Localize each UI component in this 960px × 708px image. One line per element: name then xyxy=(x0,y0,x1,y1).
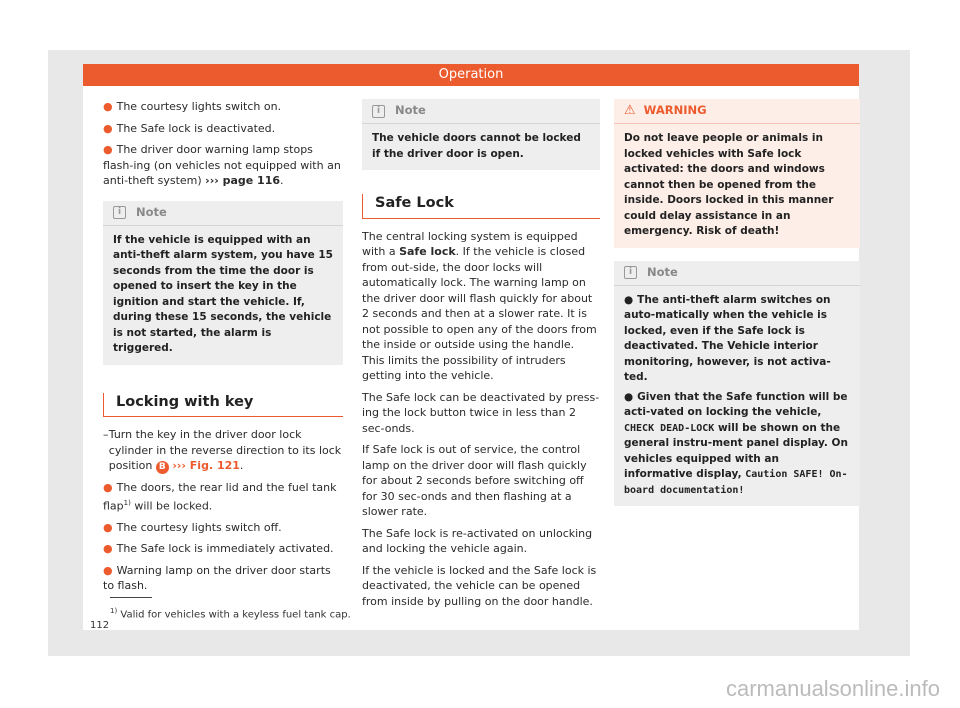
list-item: ● The doors, the rear lid and the fuel tank flap$^{1)}$ will be locked. xyxy=(103,481,337,513)
list-item: ● The driver door warning lamp stops flash-ing (on vehicles not equipped with an anti-theft system) ››› page 116. xyxy=(103,143,341,187)
bullet-icon: ● xyxy=(624,293,634,306)
footnote-ref[interactable]: 1) xyxy=(123,498,131,507)
column-right xyxy=(614,99,860,506)
section-heading: Safe Lock xyxy=(362,194,600,219)
note-header: i Note xyxy=(362,99,600,124)
bullet-icon: ● xyxy=(103,520,113,534)
page-number: 112 xyxy=(90,620,110,631)
list-item: ● The anti-theft alarm switches on auto-matically when the vehicle is locked, even if the Safe lock is deactivated. The Vehicle interior monitoring, however, is not activa-ted. xyxy=(624,293,831,383)
list-item: ● Warning lamp on the driver door starts to flash. xyxy=(103,563,331,593)
paragraph: The Safe lock is re-activated on unlocking and locking the vehicle again. xyxy=(362,526,593,555)
info-icon: i xyxy=(113,206,126,219)
note-text xyxy=(614,293,860,499)
paragraph: If the vehicle is locked and the Safe lock is deactivated, the vehicle can be opened from inside by pulling on the door handle. xyxy=(362,563,597,608)
list-item: ● Given that the Safe function will be acti-vated on locking the vehicle, CHECK DEAD-LOCK will be shown on the general instru-ment panel display. On vehicles equipped with an informative display, Caution SAFE! On-board documentation! xyxy=(624,390,848,496)
paragraph: If Safe lock is out of service, the control lamp on the driver door will flash quickly for about 2 seconds before switching off for 30 sec-onds and then flashing at a slower rate. xyxy=(362,443,587,518)
position-b-marker: B xyxy=(156,461,169,474)
bullet-icon: ● xyxy=(103,563,113,577)
list-item: ● The Safe lock is deactivated. xyxy=(103,121,276,135)
paragraph: The central locking system is equipped with a Safe lock. If the vehicle is closed from out-side, the door locks will automatically lock. The warning lamp on the driver door will flash quickly for about 2 seconds and then at a slower rate. It is not possible to open any of the doors from the inside or outside using the handle. This limits the possibility of intruders getting into the vehicle. xyxy=(362,229,597,382)
section-heading: Locking with key xyxy=(103,393,343,418)
bullet-icon: ● xyxy=(103,542,113,556)
footnote: $^{1)}$ Valid for vehicles with a keyless fuel tank cap. xyxy=(110,607,351,621)
warning-icon: ⚠ xyxy=(624,103,636,119)
info-icon: i xyxy=(372,105,385,118)
note-text: If the vehicle is equipped with an anti-theft alarm system, you have 15 seconds from the time the door is opened to insert the key in the ignition and start the vehicle. If, during these 15 seconds, the vehicle is not started, the alarm is triggered. xyxy=(113,233,333,354)
note-header: i Note xyxy=(614,261,860,286)
note-box xyxy=(614,261,860,507)
list-item: ● The courtesy lights switch off. xyxy=(103,520,282,534)
list-item: ● The courtesy lights switch on. xyxy=(103,100,282,113)
dash-marker: – xyxy=(103,428,109,441)
note-box xyxy=(362,99,600,170)
bullet-icon: ● xyxy=(103,121,113,135)
bullet-icon: ● xyxy=(103,100,113,113)
section-header: Operation xyxy=(83,64,859,86)
figure-link[interactable]: ››› Fig. 121 xyxy=(172,459,240,472)
bullet-icon: ● xyxy=(624,390,634,403)
step-item: – Turn the key in the driver door lock cylinder in the reverse direction to its lock position B ››› Fig. 121. xyxy=(103,428,342,472)
list-item: ● The Safe lock is immediately activated. xyxy=(103,542,334,556)
watermark: carmanualsonline.info xyxy=(725,676,940,701)
note-text: The vehicle doors cannot be locked if the driver door is open. xyxy=(372,132,581,160)
info-icon: i xyxy=(624,266,637,279)
paragraph: The Safe lock can be deactivated by press-ing the lock button twice in less than 2 sec-onds. xyxy=(362,390,600,435)
column-middle xyxy=(362,99,600,615)
warning-header: ⚠ WARNING xyxy=(614,99,860,124)
warning-text: Do not leave people or animals in locked vehicles with Safe lock activated: the doors and windows cannot then be opened from the inside. Doors locked in this manner could delay assistance in an emergency. Risk of death! xyxy=(624,132,834,237)
bullet-icon: ● xyxy=(103,481,113,494)
warning-box xyxy=(614,99,860,248)
note-header: i Note xyxy=(103,201,343,226)
column-left xyxy=(103,99,343,600)
note-box xyxy=(103,201,343,365)
footnote-divider xyxy=(110,597,152,598)
bullet-icon: ● xyxy=(103,143,113,156)
page-link[interactable]: ››› page 116 xyxy=(205,174,281,187)
